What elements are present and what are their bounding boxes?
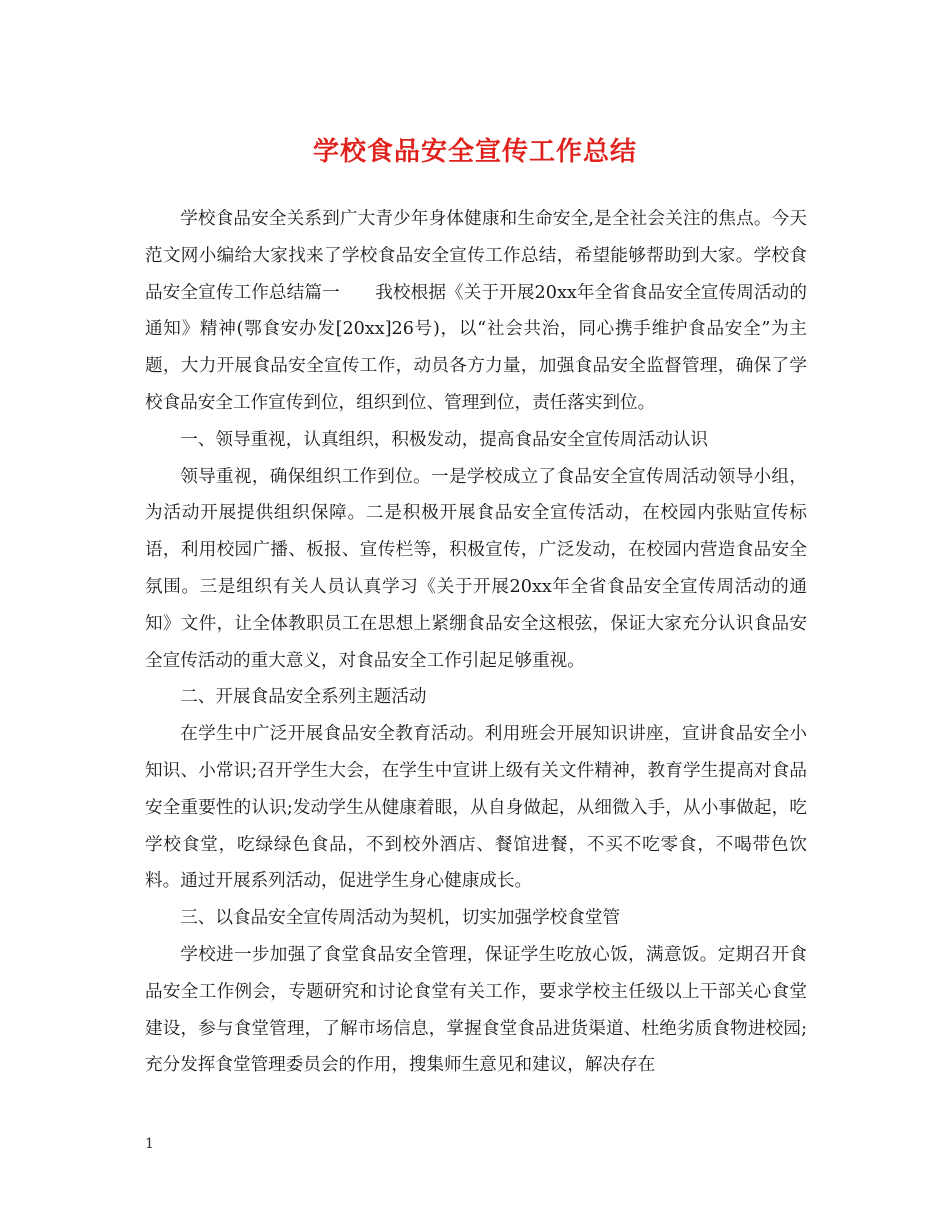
paragraph-section-3: 学校进一步加强了食堂食品安全管理，保证学生吃放心饭，满意饭。定期召开食品安全工作例会，专题研究和讨论食堂有关工作，要求学校主任级以上干部关心食堂建设，参与食堂管理，了解市场信息，掌握食堂食品进货渠道、杜绝劣质食物进校园;充分发挥食堂管理委员会的作用，搜集师生意见和建议，解决存在 <box>145 944 807 1076</box>
paragraph-section-2: 在学生中广泛开展食品安全教育活动。利用班会开展知识讲座，宣讲食品安全小知识、小常识;召开学生大会，在学生中宣讲上级有关文件精神，教育学生提高对食品安全重要性的认识;发动学生从健康着眼，从自身做起，从细微入手，从小事做起，吃学校食堂，吃绿绿色食品，不到校外酒店、餐馆进餐，不买不吃零食，不喝带色饮料。通过开展系列活动，促进学生身心健康成长。 <box>145 724 807 892</box>
document-body <box>145 201 807 1084</box>
paragraph-intro: 学校食品安全关系到广大青少年身体健康和生命安全,是全社会关注的焦点。今天范文网小编给大家找来了学校食品安全宣传工作总结，希望能够帮助到大家。学校食品安全宣传工作总结篇一 我校根据《关于开展20xx年全省食品安全宣传周活动的通知》精神(鄂食安办发[20xx]26号)，以“社会共治，同心携手维护食品安全”为主题，大力开展食品安全宣传工作，动员各方力量，加强食品安全监督管理，确保了学校食品安全工作宣传到位，组织到位、管理到位，责任落实到位。 <box>145 209 807 413</box>
paragraph-section-1: 领导重视，确保组织工作到位。一是学校成立了食品安全宣传周活动领导小组，为活动开展提供组织保障。二是积极开展食品安全宣传活动，在校园内张贴宣传标语，利用校园广播、板报、宣传栏等，积极宣传，广泛发动，在校园内营造食品安全氛围。三是组织有关人员认真学习《关于开展20xx年全省食品安全宣传周活动的通知》文件，让全体教职员工在思想上紧绷食品安全这根弦，保证大家充分认识食品安全宣传活动的重大意义，对食品安全工作引起足够重视。 <box>145 466 807 671</box>
page-number: 1 <box>145 1136 154 1152</box>
section-heading-3: 三、以食品安全宣传周活动为契机，切实加强学校食堂管 <box>180 908 621 929</box>
section-heading-2: 二、开展食品安全系列主题活动 <box>180 687 427 708</box>
section-heading-1: 一、领导重视，认真组织，积极发动，提高食品安全宣传周活动认识 <box>180 429 709 450</box>
document-title: 学校食品安全宣传工作总结 <box>312 137 637 167</box>
